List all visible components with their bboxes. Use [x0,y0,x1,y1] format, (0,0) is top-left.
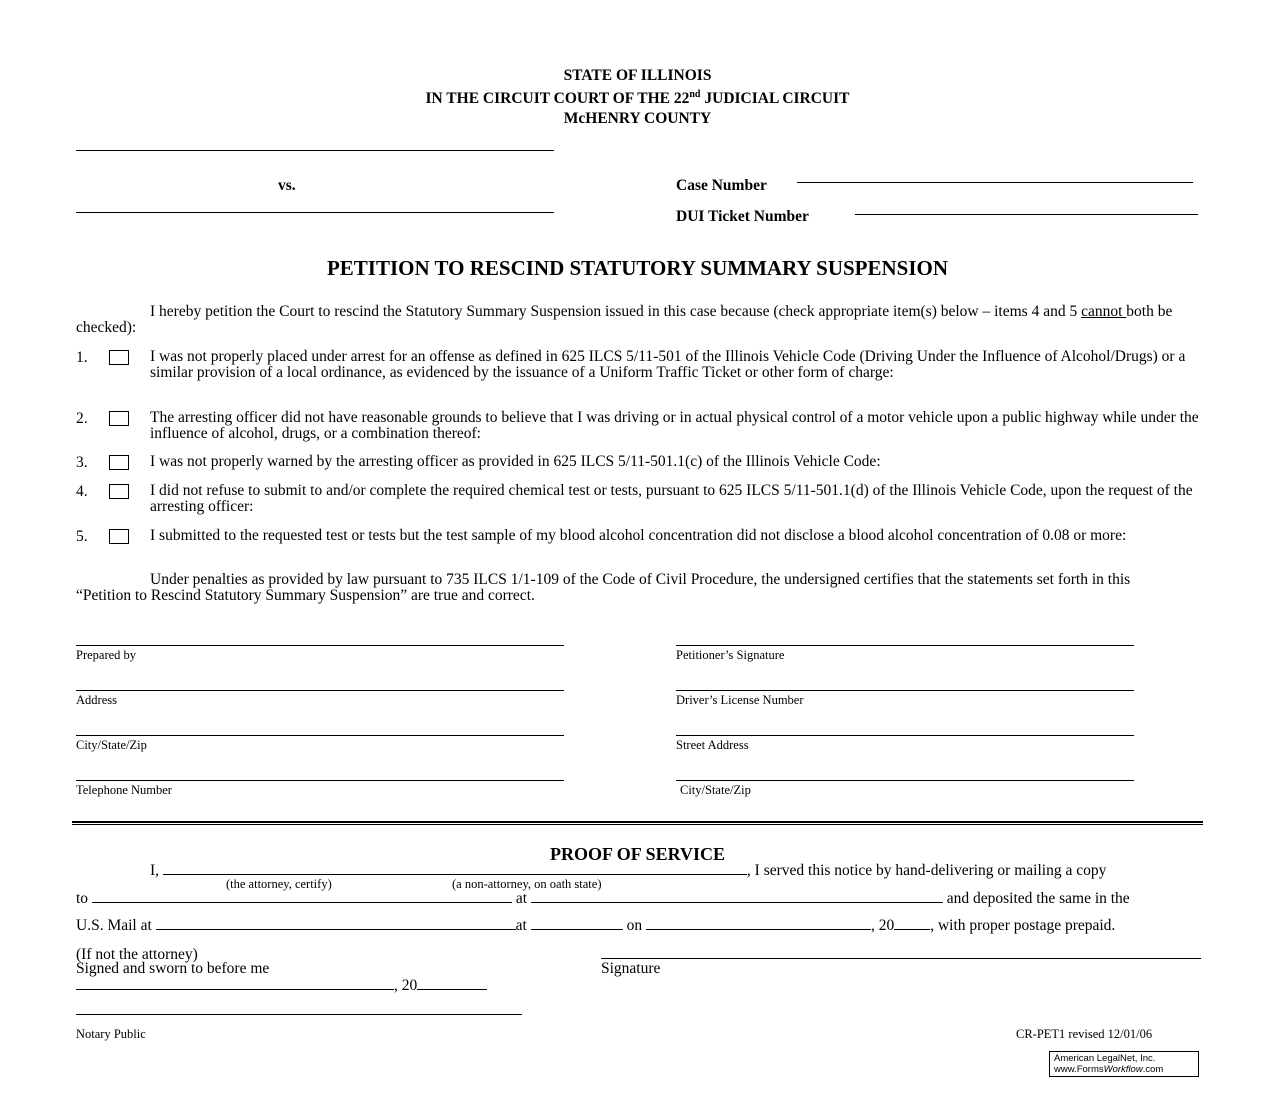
item-text: The arresting officer did not have reasonable grounds to believe that I was driving or in actual physical control of a motor vehicle upon a public highway while under the influence of alcohol, drugs, or a combination thereof: [150,409,1199,442]
license-number-label: Driver’s License Number [676,693,804,707]
prepared-by-line[interactable] [76,645,564,646]
not-attorney-label: (If not the attorney) [76,946,198,963]
text: www.Forms [1054,1064,1104,1075]
sworn-day-field[interactable] [76,977,394,990]
item-number: 4. [76,483,88,500]
notary-label: Notary Public [76,1027,146,1041]
form-id: CR-PET1 revised 12/01/06 [1016,1027,1153,1041]
checkbox-4[interactable] [109,484,129,499]
vs-label: vs. [278,177,296,194]
year-field[interactable] [894,917,930,930]
header-court [0,89,1275,108]
text: .com [1142,1064,1164,1075]
text: I, [150,862,160,879]
city-state-zip-line[interactable] [76,735,564,736]
signature-line[interactable] [601,958,1201,959]
petitioner-signature-line[interactable] [676,645,1134,646]
proof-title: PROOF OF SERVICE [549,844,726,864]
item-number: 1. [76,349,88,366]
court-sup: nd [689,89,701,100]
wm-line-1: American LegalNet, Inc. [1054,1053,1156,1064]
license-number-line[interactable] [676,690,1134,691]
court-text-2: JUDICIAL CIRCUIT [700,90,850,108]
text: at [515,890,527,907]
item-text: I was not properly warned by the arresting officer as provided in 625 ILCS 5/11-501.1(c) of the Illinois Vehicle Code: [150,453,881,470]
text: at [515,917,527,934]
certification-paragraph: Under penalties as provided by law pursuant to 735 ILCS 1/1-109 of the Code of Civil Procedure, the undersigned certifies that the statements set forth in this “Petition to Rescind Statutory Summary Suspension” are true and correct. [76,571,1131,604]
recipient-field[interactable] [92,890,512,903]
non-attorney-note: (a non-attorney, on oath state) [452,877,602,891]
plaintiff-line[interactable] [76,150,554,151]
defendant-line[interactable] [76,212,554,213]
text: , I served this notice by hand-delivering or mailing a copy [746,862,1107,879]
text: Workflow [1103,1064,1143,1075]
text: , with proper postage prepaid. [930,917,1116,934]
checkbox-3[interactable] [109,455,129,470]
item-number: 5. [76,528,88,545]
item-number: 2. [76,410,88,427]
sworn-label: Signed and sworn to before me [76,960,270,977]
text: on [626,917,643,934]
prepared-by-label: Prepared by [76,648,137,662]
intro-paragraph [76,304,1186,336]
checkbox-5[interactable] [109,529,129,544]
time-field[interactable] [531,917,623,930]
intro-text: I hereby petition the Court to rescind the Statutory Summary Suspension issued in this case because (check appropriate item(s) below – items 4 and 5 [150,303,1082,320]
header-county: McHENRY COUNTY [563,110,712,127]
telephone-label: Telephone Number [76,783,172,797]
street-address-label: Street Address [676,738,749,752]
watermark-logo [1049,1051,1199,1077]
section-divider [72,821,1203,825]
dui-ticket-label: DUI Ticket Number [676,208,809,225]
case-number-label: Case Number [676,177,767,194]
proof-line-2 [76,890,1130,908]
item-text: I submitted to the requested test or tests but the test sample of my blood alcohol concentration did not disclose a blood alcohol concentration of 0.08 or more: [150,527,1127,544]
sworn-year-field[interactable] [417,977,487,990]
sworn-date-line [76,977,487,995]
petitioner-city-line[interactable] [676,780,1134,781]
petitioner-city-label: City/State/Zip [680,783,751,797]
attorney-note: (the attorney, certify) [226,877,332,891]
item-text: I was not properly placed under arrest for an offense as defined in 625 ILCS 5/11-501 of the Illinois Vehicle Code (Driving Under the Influence of Alcohol/Drugs) or a similar provision of a local ordinance, as evidenced by the issuance of a Uniform Traffic Ticket or other form of charge: [150,348,1186,381]
court-text: IN THE CIRCUIT COURT OF THE 22 [425,90,690,108]
item-number: 3. [76,454,88,471]
notary-line[interactable] [76,1014,522,1015]
text: to [76,890,89,907]
signature-label: Signature [601,960,661,977]
date-field[interactable] [646,917,871,930]
wm-line-2 [1054,1064,1198,1075]
text: , 20 [870,917,895,934]
street-address-line[interactable] [676,735,1134,736]
petition-title: PETITION TO RESCIND STATUTORY SUMMARY SUSPENSION [326,256,949,280]
item-text: I did not refuse to submit to and/or complete the required chemical test or tests, pursuant to 625 ILCS 5/11-501.1(d) of the Illinois Vehicle Code, upon the request of the arresting officer: [150,482,1193,515]
server-name-field[interactable] [163,862,747,875]
header-state: STATE OF ILLINOIS [563,67,712,84]
telephone-line[interactable] [76,780,564,781]
recipient-address-field[interactable] [531,890,943,903]
petitioner-signature-label: Petitioner’s Signature [676,648,785,662]
proof-line-3 [76,917,1115,935]
checkbox-2[interactable] [109,411,129,426]
mail-location-field[interactable] [156,917,516,930]
dui-ticket-field[interactable] [855,214,1198,215]
checkbox-1[interactable] [109,350,129,365]
intro-text-end: both be checked): [76,303,1173,336]
city-state-zip-label: City/State/Zip [76,738,147,752]
text: , 20 [394,977,418,994]
address-line[interactable] [76,690,564,691]
case-number-field[interactable] [797,182,1193,183]
address-label: Address [76,693,117,707]
text: U.S. Mail at [76,917,152,934]
text: and deposited the same in the [946,890,1130,907]
intro-cannot: cannot [1081,303,1127,320]
